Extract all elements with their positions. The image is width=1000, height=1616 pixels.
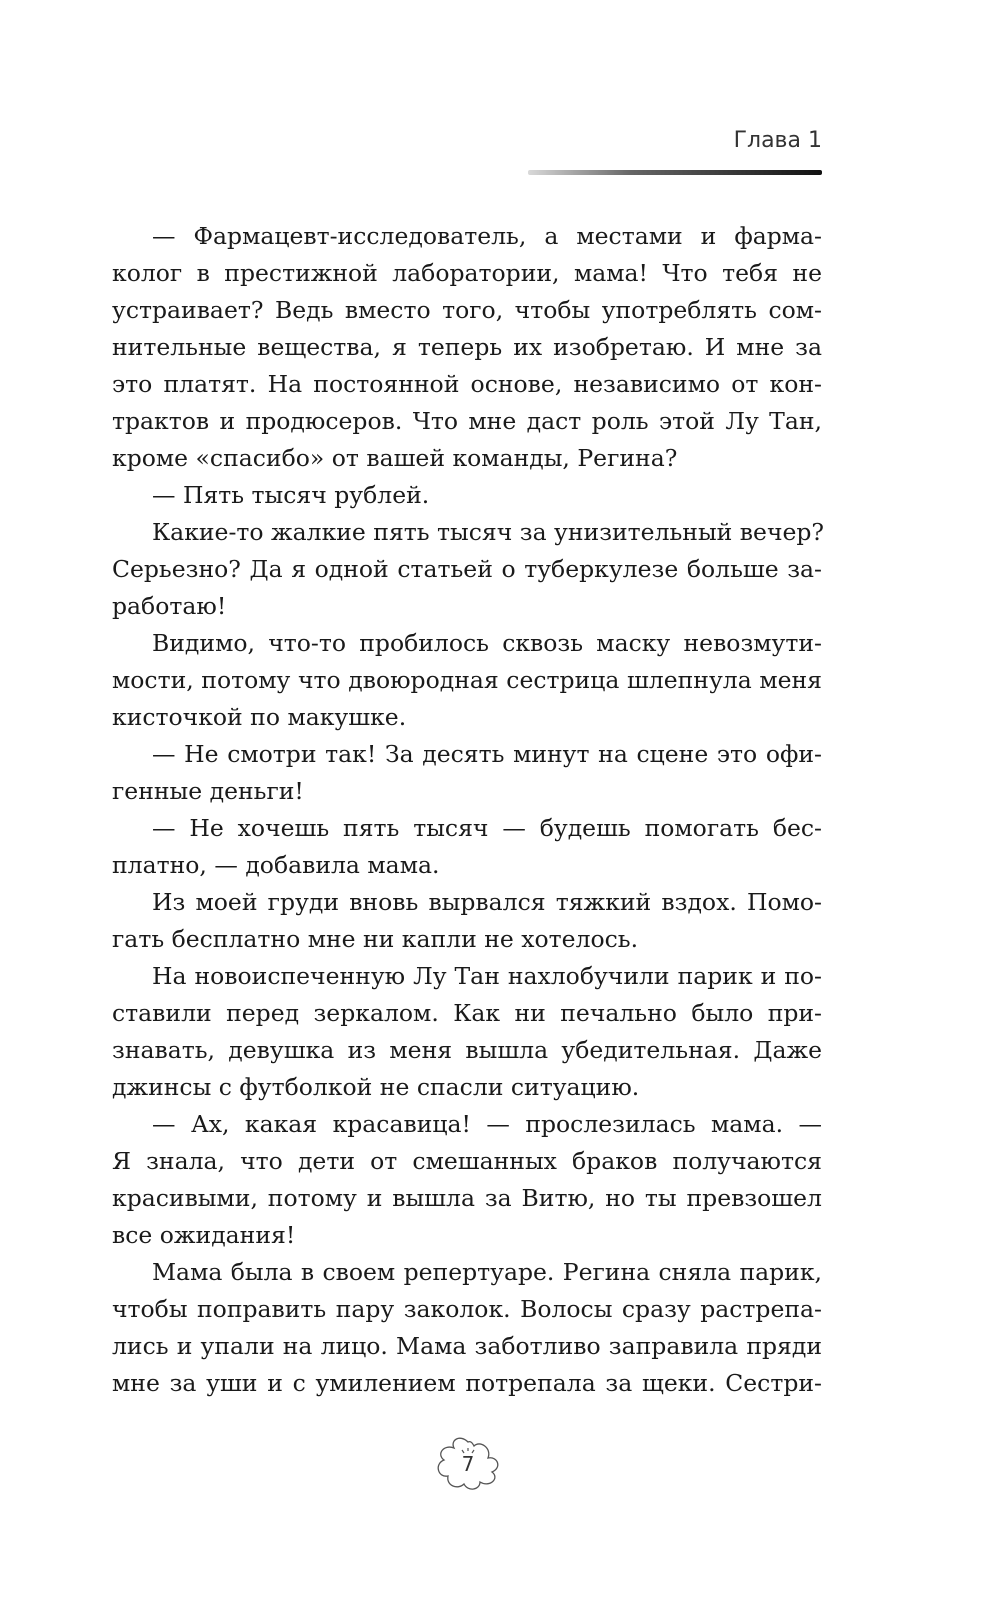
text-line: — Не смотри так! За десять минут на сцене это офи- <box>152 740 822 768</box>
text-line: мне за уши и с умилением потрепала за щеки. Сестри- <box>112 1369 822 1397</box>
text-line: джинсы с футболкой не спасли ситуацию. <box>112 1073 640 1101</box>
text-line: ставили перед зеркалом. Как ни печально было при- <box>112 999 822 1027</box>
text-line: Мама была в своем репертуаре. Регина сняла парик, <box>152 1258 822 1286</box>
text-line: — Не хочешь пять тысяч — будешь помогать бес- <box>152 814 822 842</box>
text-line: кисточкой по макушке. <box>112 703 407 731</box>
text-line: Я знала, что дети от смешанных браков получаются <box>112 1147 822 1175</box>
text-line: На новоиспеченную Лу Тан нахлобучили парик и по- <box>152 962 822 990</box>
text-line: работаю! <box>112 592 227 620</box>
text-line: колог в престижной лаборатории, мама! Что тебя не <box>112 259 822 287</box>
text-line: красивыми, потому и вышла за Витю, но ты превзошел <box>112 1184 822 1212</box>
text-line: это платят. На постоянной основе, независимо от кон- <box>112 370 822 398</box>
text-line: трактов и продюсеров. Что мне даст роль этой Лу Тан, <box>112 407 822 435</box>
header-rule <box>528 170 822 175</box>
text-line: все ожидания! <box>112 1221 296 1249</box>
text-line: лись и упали на лицо. Мама заботливо заправила пряди <box>112 1332 822 1360</box>
text-line: кроме «спасибо» от вашей команды, Регина? <box>112 444 678 472</box>
text-line: устраивает? Ведь вместо того, чтобы употреблять сом- <box>112 296 822 324</box>
page-number-badge <box>430 1432 506 1496</box>
text-line: Серьезно? Да я одной статьей о туберкулезе больше за- <box>112 555 822 583</box>
text-line: Видимо, что-то пробилось сквозь маску невозмути- <box>152 629 822 657</box>
text-line: гать бесплатно мне ни капли не хотелось. <box>112 925 639 953</box>
running-header: Глава 1 <box>733 128 822 153</box>
text-line: платно, — добавила мама. <box>112 851 440 879</box>
text-line: — Пять тысяч рублей. <box>152 481 430 509</box>
text-line: генные деньги! <box>112 777 304 805</box>
text-line: Какие-то жалкие пять тысяч за унизительный вечер? <box>152 518 825 546</box>
page-number: 7 <box>461 1452 475 1476</box>
body-text <box>112 218 825 1402</box>
text-line: чтобы поправить пару заколок. Волосы сразу растрепа- <box>112 1295 822 1323</box>
text-line: — Фармацевт-исследователь, а местами и фарма- <box>152 222 822 250</box>
text-line: мости, потому что двоюродная сестрица шлепнула меня <box>112 666 822 694</box>
text-line: Из моей груди вновь вырвался тяжкий вздох. Помо- <box>152 888 822 916</box>
text-line: знавать, девушка из меня вышла убедительная. Даже <box>112 1036 822 1064</box>
text-line: нительные вещества, я теперь их изобретаю. И мне за <box>112 333 822 361</box>
text-line: — Ах, какая красавица! — прослезилась мама. — <box>152 1110 822 1138</box>
